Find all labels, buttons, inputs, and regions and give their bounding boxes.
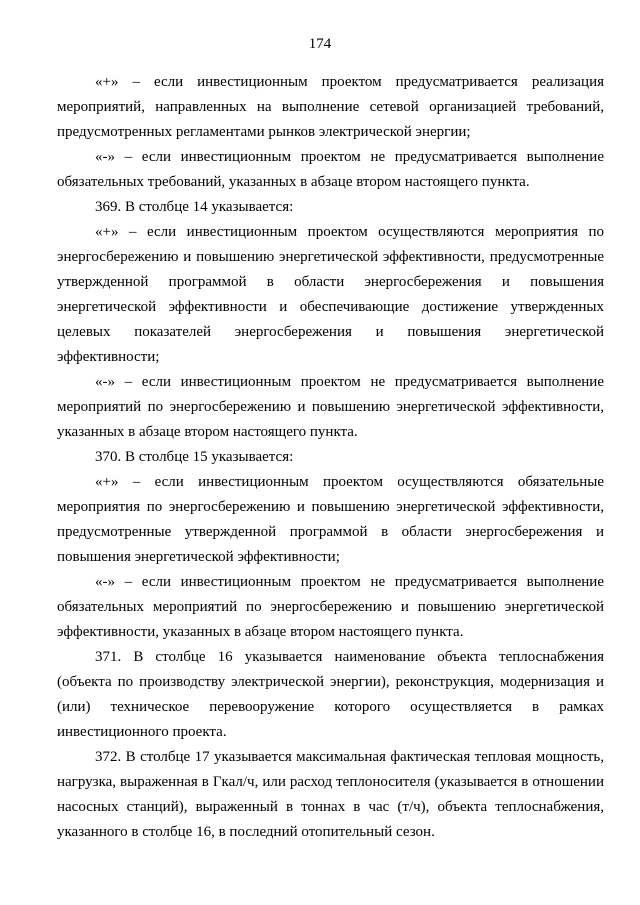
paragraph-369-plus: «+» – если инвестиционным проектом осуществляются мероприятия по энергосбережению и повышению энергетической эффективности, предусмотренные утвержденной программой в области энергосбережения и повышения энергетической эффективности и обеспечивающие достижение утвержденных целевых показателей энергосбережения и повышения энергетической эффективности; (57, 224, 604, 365)
body-text (57, 70, 604, 845)
paragraph-370-minus: «-» – если инвестиционным проектом не предусматривается выполнение обязательных мероприятий по энергосбережению и повышению энергетической эффективности, указанных в абзаце втором настоящего пункта. (57, 574, 604, 640)
paragraph-370-plus: «+» – если инвестиционным проектом осуществляются обязательные мероприятия по энергосбережению и повышению энергетической эффективности, предусмотренные утвержденной программой в области энергосбережения и повышения энергетической эффективности; (57, 474, 604, 565)
paragraph-372: 372. В столбце 17 указывается максимальная фактическая тепловая мощность, нагрузка, выраженная в Гкал/ч, или расход теплоносителя (указывается в отношении насосных станций), выраженный в тоннах в час (т/ч), объекта теплоснабжения, указанного в столбце 16, в последний отопительный сезон. (57, 749, 604, 840)
paragraph-plus-network-requirements: «+» – если инвестиционным проектом предусматривается реализация мероприятий, направленных на выполнение сетевой организацией требований, предусмотренных регламентами рынков электрической энергии; (57, 74, 604, 140)
page-number: 174 (308, 36, 332, 52)
paragraph-369-minus: «-» – если инвестиционным проектом не предусматривается выполнение мероприятий по энергосбережению и повышению энергетической эффективности, указанных в абзаце втором настоящего пункта. (57, 374, 604, 440)
paragraph-370-heading: 370. В столбце 15 указывается: (95, 449, 294, 465)
paragraph-minus-network-requirements: «-» – если инвестиционным проектом не предусматривается выполнение обязательных требований, указанных в абзаце втором настоящего пункта. (57, 149, 604, 190)
paragraph-369-heading: 369. В столбце 14 указывается: (95, 199, 294, 215)
paragraph-371: 371. В столбце 16 указывается наименование объекта теплоснабжения (объекта по производству электрической энергии), реконструкция, модернизация и (или) техническое перевооружение которого осуществляется в рамках инвестиционного проекта. (57, 649, 604, 740)
